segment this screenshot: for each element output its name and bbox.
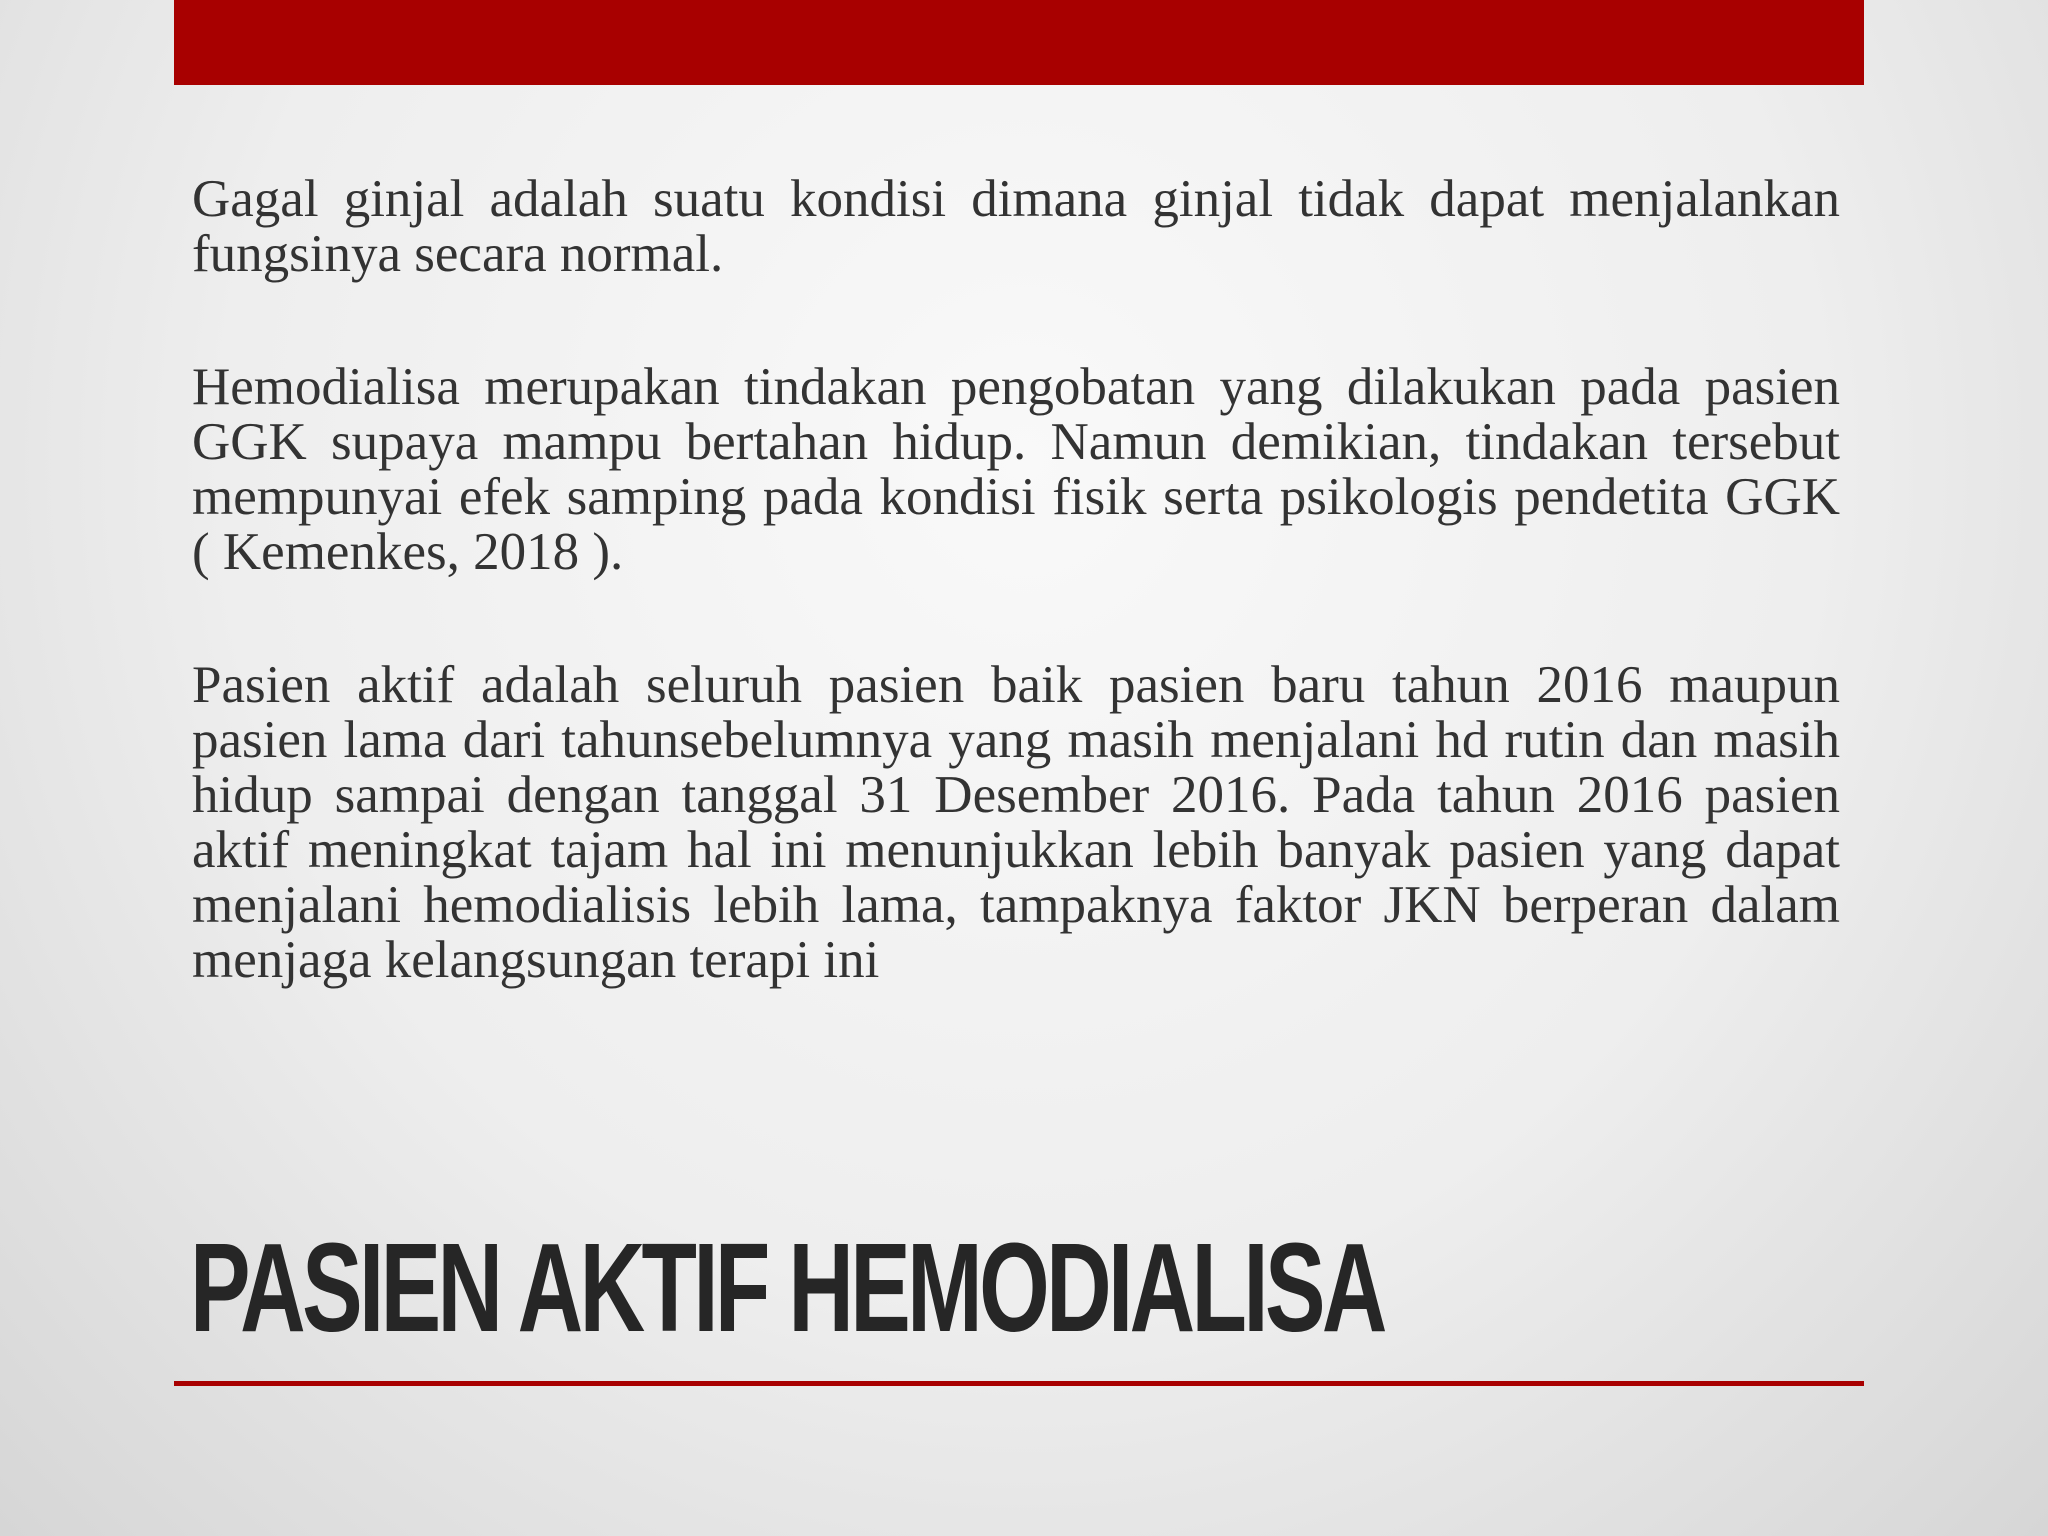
paragraph-active-patients: Pasien aktif adalah seluruh pasien baik pasien baru tahun 2016 maupun pasien lama dari tahunsebelumnya yang masih menjalani hd rutin dan masih hidup sampai dengan tanggal 31 Desember 2016. Pada tahun 2016 pasien aktif meningkat tajam hal ini menunjukkan lebih banyak pasien yang dapat menjalani hemodialisis lebih lama, tampaknya faktor JKN berperan dalam menjaga kelangsungan terapi ini [192,656,1840,989]
paragraph-hemodialysis: Hemodialisa merupakan tindakan pengobatan yang dilakukan pada pasien GGK supaya mampu bertahan hidup. Namun demikian, tindakan tersebut mempunyai efek samping pada kondisi fisik serta psikologis pendetita GGK ( Kemenkes, 2018 ). [192,358,1840,581]
slide-body [192,172,1840,988]
top-accent-bar [174,0,1864,85]
paragraph-definition: Gagal ginjal adalah suatu kondisi dimana ginjal tidak dapat menjalankan fungsinya secara normal. [192,170,1840,283]
slide-title: PASIEN AKTIF HEMODIALISA [190,1217,1384,1358]
title-underline [174,1381,1864,1386]
